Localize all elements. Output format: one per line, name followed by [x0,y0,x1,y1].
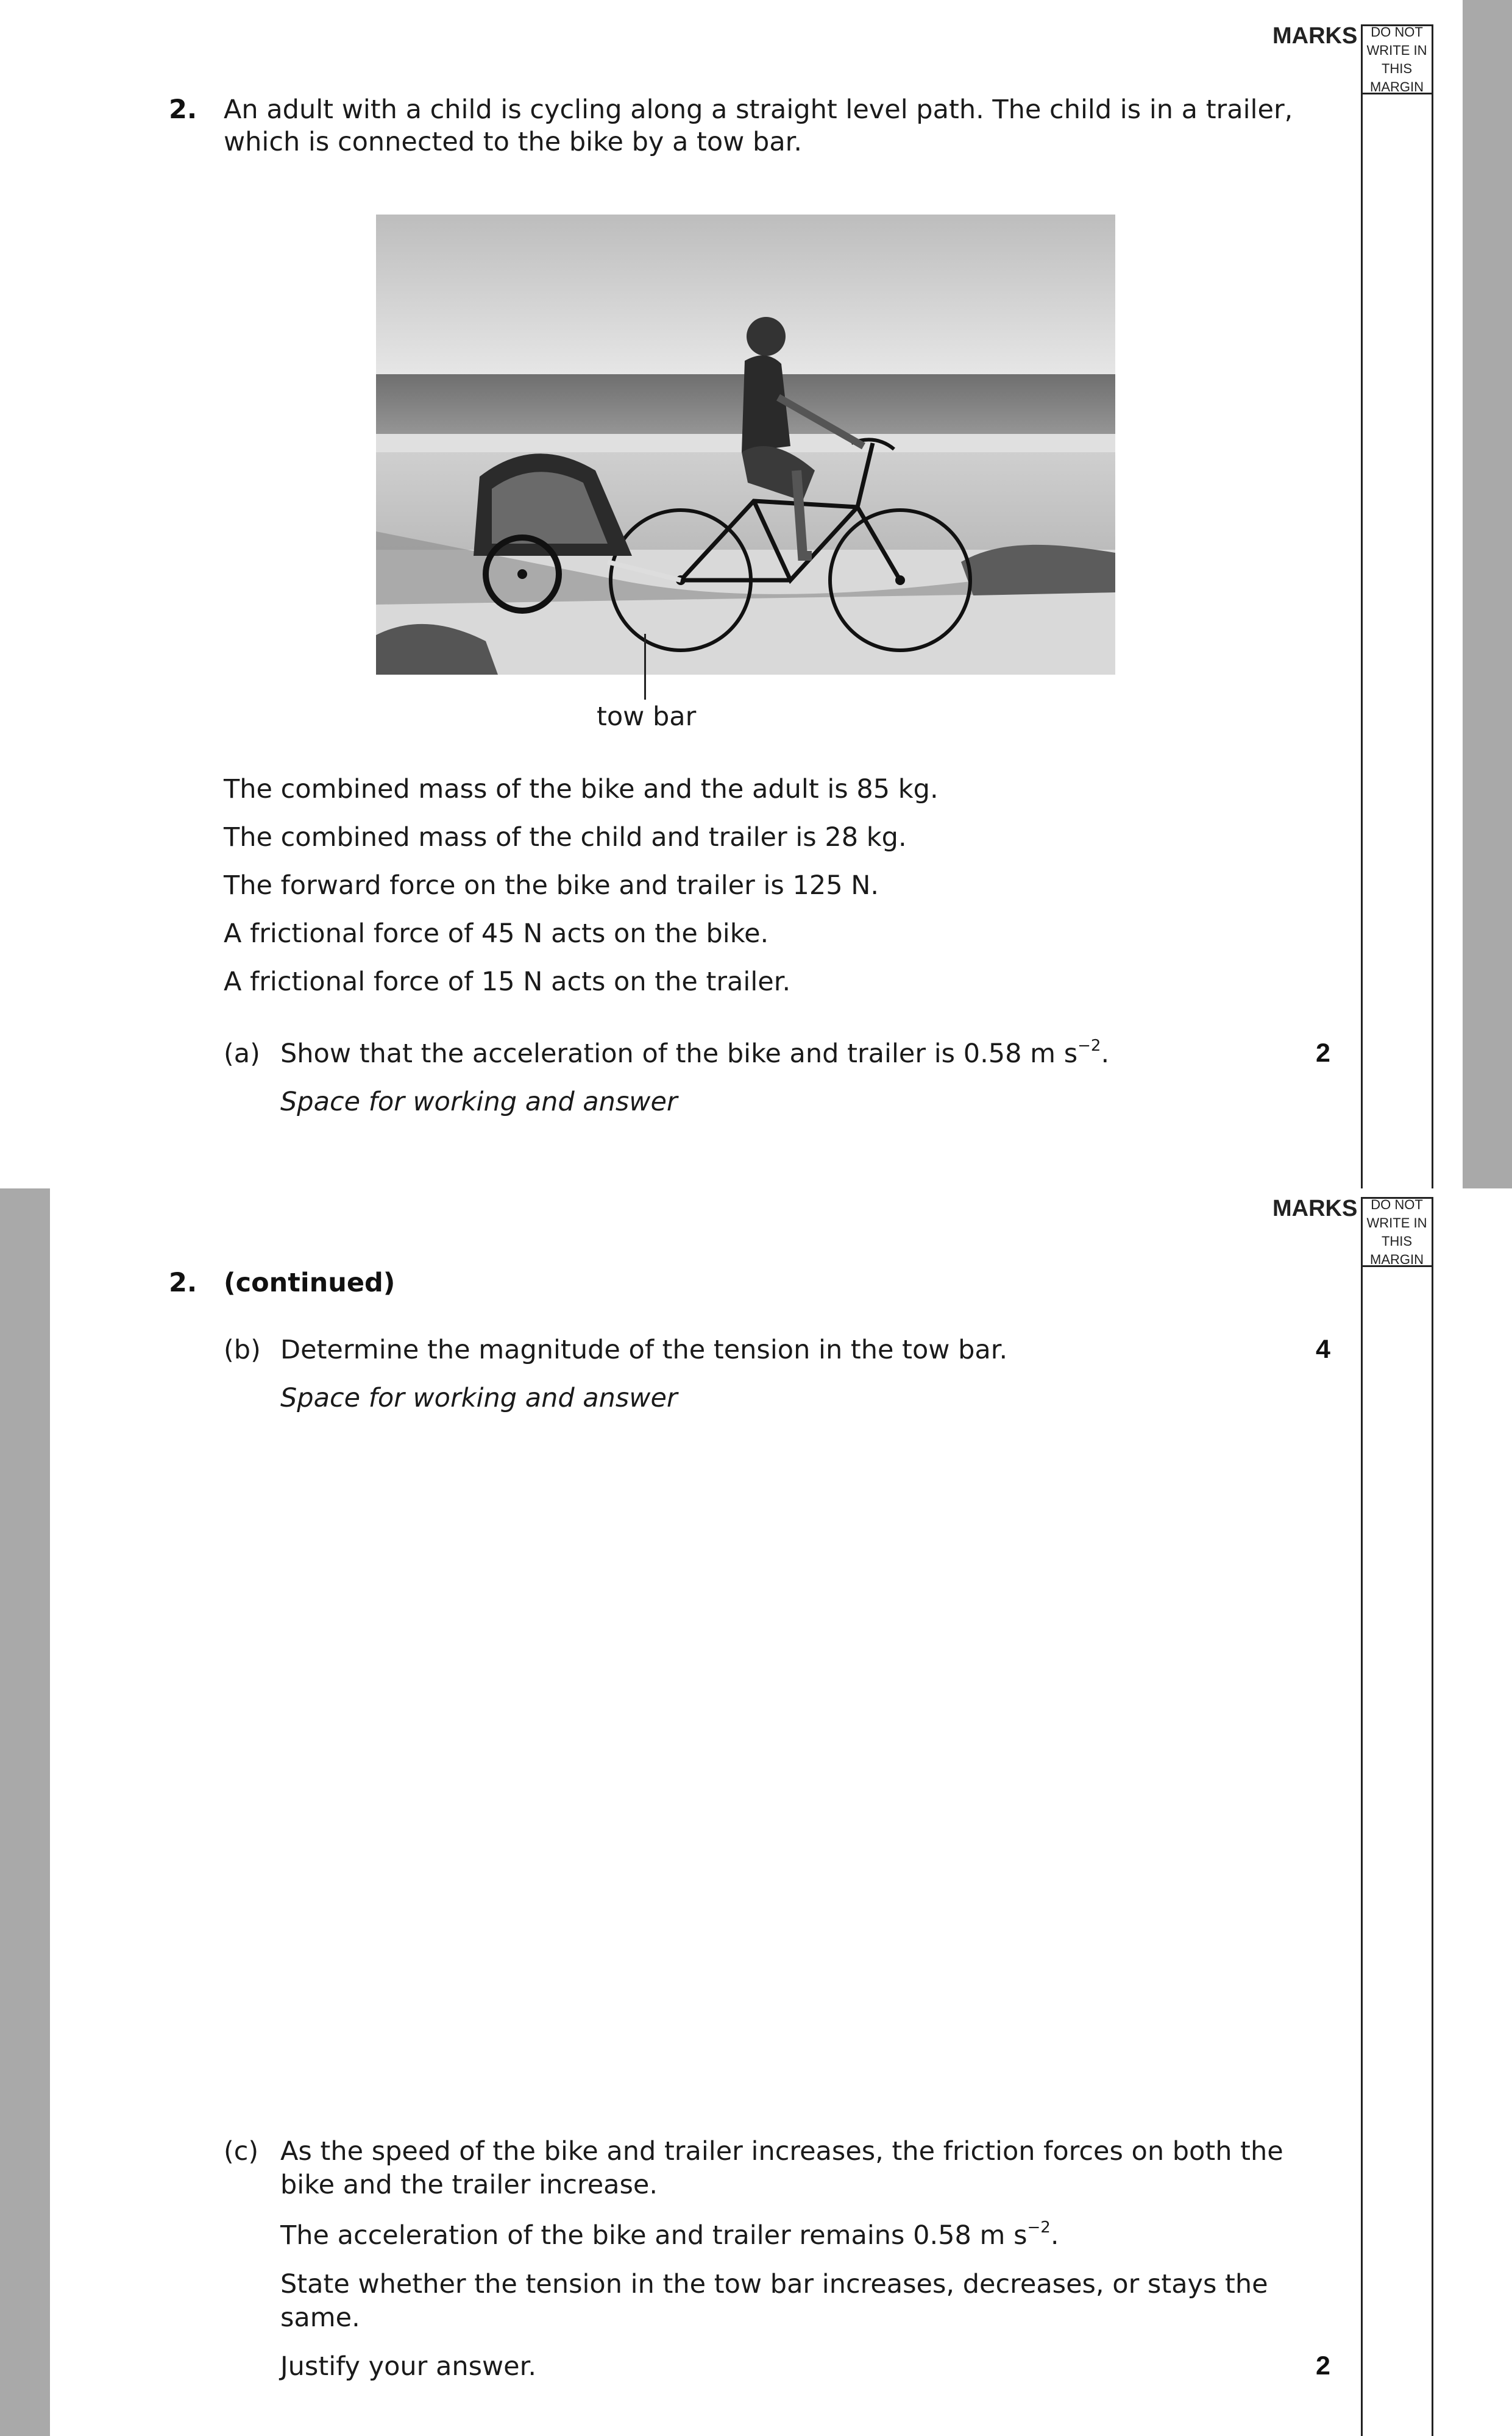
marks-header-2: MARKS [1272,1196,1358,1221]
part-b-label: (b) [224,1335,261,1365]
marks-header: MARKS [1272,23,1358,49]
part-b-working-space: Space for working and answer [280,1383,678,1413]
margin-line-left-2 [1361,1197,1363,2436]
part-c-state-line-1: State whether the tension in the tow bar increases, decreases, or stays the [280,2269,1268,2299]
fact-1: The combined mass of the bike and the adult is 85 kg. [224,774,939,804]
part-a-label: (a) [224,1039,260,1069]
fact-3: The forward force on the bike and trailer is 125 N. [224,870,879,901]
margin-line-right-2 [1432,1197,1433,2436]
fact-5: A frictional force of 15 N acts on the trailer. [224,967,791,997]
fact-2: The combined mass of the child and trailer is 28 kg. [224,822,907,853]
tow-bar-label: tow bar [597,701,697,732]
part-a-working-space: Space for working and answer [280,1087,678,1117]
continued-label: (continued) [224,1268,396,1298]
part-c-marks: 2 [1316,2351,1330,2381]
part-a-marks: 2 [1316,1039,1330,1068]
part-c-line-1: As the speed of the bike and trailer increases, the friction forces on both the [280,2136,1283,2167]
part-c-label: (c) [224,2136,259,2167]
margin-line-left [1361,24,1363,1188]
do-not-write-note: DO NOT WRITE IN THIS MARGIN [1366,24,1427,94]
part-a-question: Show that the acceleration of the bike and trailer is 0.58 m $s^{-2}$. [280,1036,1110,1069]
intro-line-1: An adult with a child is cycling along a straight level path. The child is in a trailer, [224,94,1293,125]
part-c-line-2: bike and the trailer increase. [280,2170,658,2200]
part-b-marks: 4 [1316,1335,1330,1364]
do-not-write-note-2: DO NOT WRITE IN THIS MARGIN [1366,1197,1427,1267]
intro-line-2: which is connected to the bike by a tow bar. [224,127,803,157]
fact-4: A frictional force of 45 N acts on the bike. [224,918,769,949]
part-c-state-line-2: same. [280,2303,360,2333]
margin-line-right [1432,24,1433,1188]
tow-bar-pointer [644,634,646,700]
cycling-photo [376,215,1115,675]
left-grey-strip [0,1188,50,2436]
right-grey-strip [1463,0,1512,1188]
part-c-justify: Justify your answer. [280,2351,537,2382]
part-b-question: Determine the magnitude of the tension in the tow bar. [280,1335,1008,1365]
question-number: 2. [169,94,197,125]
question-number-2: 2. [169,1268,197,1298]
part-c-acceleration: The acceleration of the bike and trailer remains 0.58 m $s^{-2}$. [280,2218,1059,2251]
